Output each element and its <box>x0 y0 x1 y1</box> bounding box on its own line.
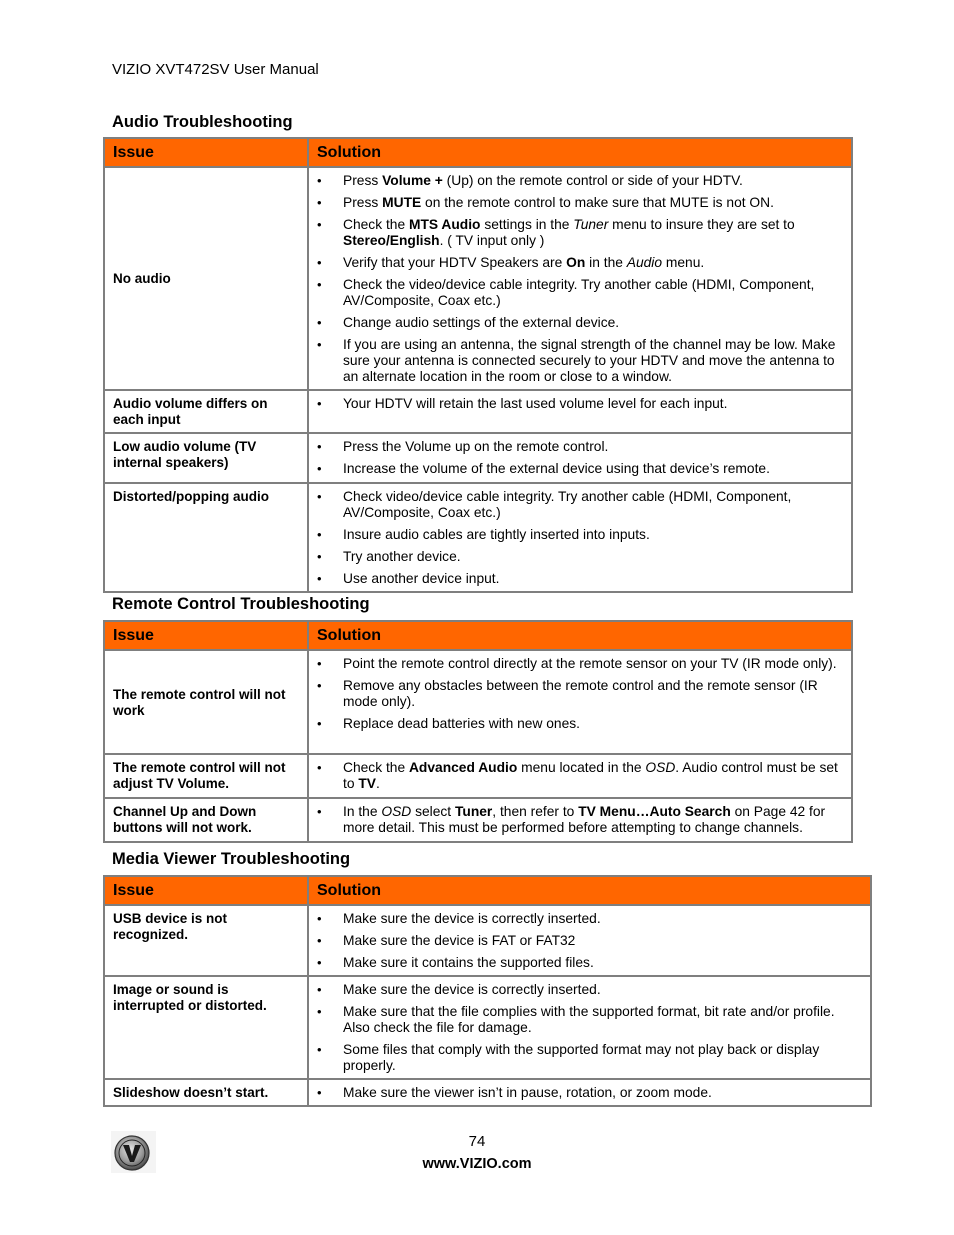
solution-item: • Replace dead batteries with new ones. <box>315 716 843 732</box>
table-row <box>104 650 852 754</box>
issue-cell: No audio <box>104 167 308 390</box>
solution-list <box>315 396 843 412</box>
solution-item: • In the OSD select Tuner, then refer to TV Menu…Auto Search on Page 42 for more detail. This must be performed before attempting to change channels. <box>315 804 843 836</box>
table-row <box>104 976 871 1079</box>
issue-column-header: Issue <box>104 621 308 650</box>
table-row <box>104 167 852 390</box>
solution-item: • Press the Volume up on the remote control. <box>315 439 843 455</box>
solution-column-header: Solution <box>308 138 852 167</box>
solution-list <box>315 439 843 477</box>
solution-cell <box>308 976 871 1079</box>
issue-cell: The remote control will not adjust TV Volume. <box>104 754 308 798</box>
issue-cell: Distorted/popping audio <box>104 483 308 592</box>
solution-item: • Change audio settings of the external device. <box>315 315 843 331</box>
audio-table <box>103 137 853 593</box>
table-row <box>104 905 871 976</box>
solution-cell <box>308 1079 871 1106</box>
solution-cell <box>308 390 852 433</box>
solution-item: • Try another device. <box>315 549 843 565</box>
solution-cell <box>308 650 852 754</box>
solution-list <box>315 760 843 792</box>
audio-table-header <box>104 138 852 167</box>
remote-table-header <box>104 621 852 650</box>
solution-item: • Remove any obstacles between the remote control and the remote sensor (IR mode only). <box>315 678 843 710</box>
solution-list <box>315 982 862 1074</box>
solution-column-header: Solution <box>308 876 871 905</box>
footer-url: www.VIZIO.com <box>422 1156 532 1172</box>
media-table-header <box>104 876 871 905</box>
solution-item: • Point the remote control directly at the remote sensor on your TV (IR mode only). <box>315 656 843 672</box>
solution-list <box>315 173 843 385</box>
issue-cell: USB device is not recognized. <box>104 905 308 976</box>
solution-cell <box>308 167 852 390</box>
solution-item: • Check video/device cable integrity. Try another cable (HDMI, Component, AV/Composite, Coax etc.) <box>315 489 843 521</box>
solution-list <box>315 1085 862 1101</box>
issue-cell: Slideshow doesn’t start. <box>104 1079 308 1106</box>
solution-item: • Insure audio cables are tightly inserted into inputs. <box>315 527 843 543</box>
media-section-title: Media Viewer Troubleshooting <box>112 850 351 868</box>
issue-cell: Channel Up and Down buttons will not work. <box>104 798 308 842</box>
table-row <box>104 1079 871 1106</box>
solution-item: • Make sure the device is FAT or FAT32 <box>315 933 862 949</box>
solution-item: • Make sure the device is correctly inserted. <box>315 982 862 998</box>
solution-item: • Make sure the device is correctly inserted. <box>315 911 862 927</box>
remote-section-title: Remote Control Troubleshooting <box>112 595 370 613</box>
solution-cell <box>308 483 852 592</box>
solution-item: • Check the video/device cable integrity. Try another cable (HDMI, Component, AV/Composite, Coax etc.) <box>315 277 843 309</box>
solution-cell <box>308 754 852 798</box>
solution-cell <box>308 798 852 842</box>
issue-cell: Audio volume differs on each input <box>104 390 308 433</box>
issue-cell: Low audio volume (TV internal speakers) <box>104 433 308 483</box>
table-row <box>104 798 852 842</box>
table-row <box>104 390 852 433</box>
solution-item: • If you are using an antenna, the signal strength of the channel may be low. Make sure your antenna is connected securely to your HDTV and move the antenna to an alternate location in the room or close to a window. <box>315 337 843 385</box>
solution-cell <box>308 433 852 483</box>
solution-list <box>315 656 843 732</box>
table-row <box>104 483 852 592</box>
solution-item: • Press Volume + (Up) on the remote control or side of your HDTV. <box>315 173 843 189</box>
solution-item: • Make sure it contains the supported files. <box>315 955 862 971</box>
audio-section-title: Audio Troubleshooting <box>112 113 293 131</box>
document-header: VIZIO XVT472SV User Manual <box>112 61 319 78</box>
table-row <box>104 433 852 483</box>
solution-item: • Check the Advanced Audio menu located in the OSD. Audio control must be set to TV. <box>315 760 843 792</box>
solution-item: • Check the MTS Audio settings in the Tuner menu to insure they are set to Stereo/English. ( TV input only ) <box>315 217 843 249</box>
solution-item: • Make sure that the file complies with the supported format, bit rate and/or profile. Also check the file for damage. <box>315 1004 862 1036</box>
solution-item: • Make sure the viewer isn’t in pause, rotation, or zoom mode. <box>315 1085 862 1101</box>
issue-column-header: Issue <box>104 138 308 167</box>
solution-list <box>315 489 843 587</box>
solution-list <box>315 911 862 971</box>
media-table <box>103 875 872 1107</box>
solution-item: • Some files that comply with the supported format may not play back or display properly. <box>315 1042 862 1074</box>
solution-cell <box>308 905 871 976</box>
issue-column-header: Issue <box>104 876 308 905</box>
solution-item: • Verify that your HDTV Speakers are On in the Audio menu. <box>315 255 843 271</box>
page-number: 74 <box>468 1133 486 1150</box>
solution-list <box>315 804 843 836</box>
issue-cell: The remote control will not work <box>104 650 308 754</box>
solution-item: • Press MUTE on the remote control to make sure that MUTE is not ON. <box>315 195 843 211</box>
solution-column-header: Solution <box>308 621 852 650</box>
solution-item: • Increase the volume of the external device using that device’s remote. <box>315 461 843 477</box>
solution-item: • Your HDTV will retain the last used volume level for each input. <box>315 396 843 412</box>
table-row <box>104 754 852 798</box>
issue-cell: Image or sound is interrupted or distorted. <box>104 976 308 1079</box>
remote-table <box>103 620 853 843</box>
solution-item: • Use another device input. <box>315 571 843 587</box>
